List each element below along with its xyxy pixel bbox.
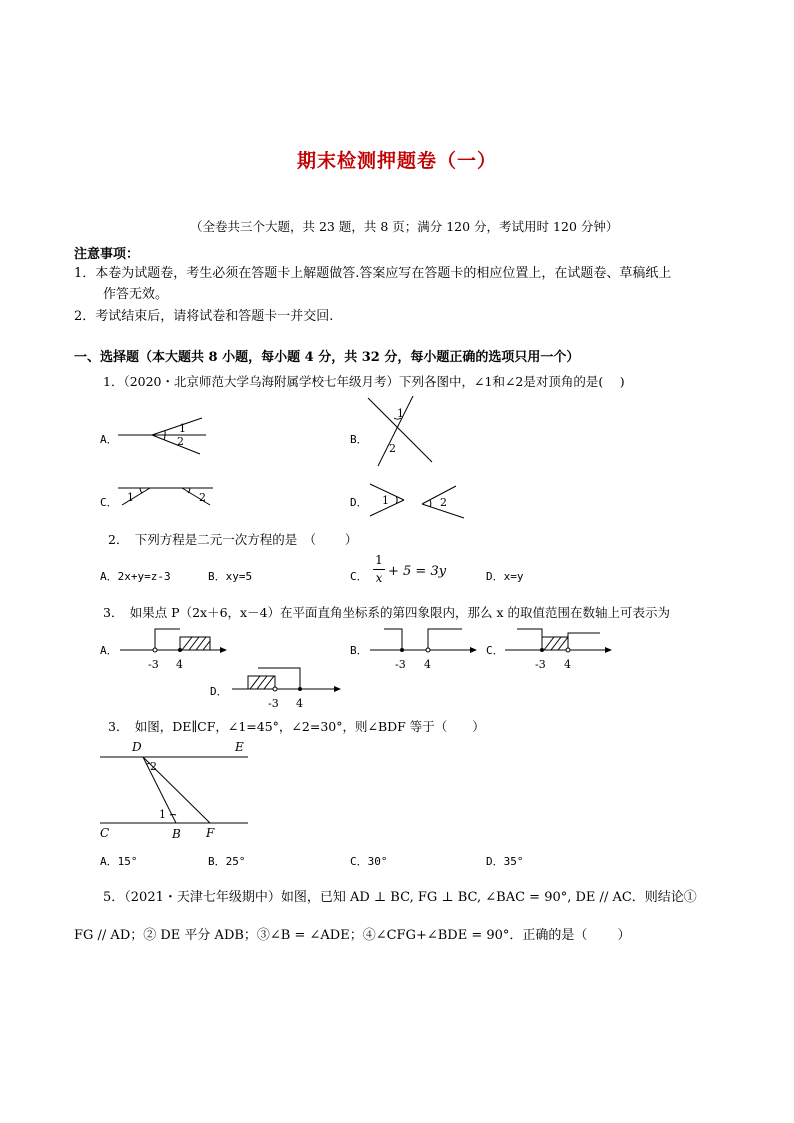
q2-option-c-expr: + 5 = 3y — [388, 564, 447, 579]
q3-option-a: A． — [100, 644, 118, 657]
note-1-cont: 作答无效。 — [103, 287, 169, 302]
q1-figure-a — [118, 415, 218, 465]
question-3-stem: 3． 如果点 P（2x＋6，x－4）在平面直角坐标系的第四象限内，那么 x 的取值范围在数轴上可表示为 — [103, 605, 671, 620]
q1-option-c: C． — [100, 496, 118, 509]
q4-option-b: B．25° — [208, 855, 246, 868]
q4-option-a: A．15° — [100, 855, 138, 868]
q1c-angle-2: 2 — [199, 491, 206, 504]
question-1-stem: 1．（2020・北京师范大学乌海附属学校七年级月考）下列各图中，∠1和∠2是对顶角的是( ) — [103, 374, 625, 389]
q4-option-d: D．35° — [486, 855, 524, 868]
section-heading: 一、选择题（本大题共 8 小题，每小题 4 分，共 32 分，每小题正确的选项只用一个） — [74, 350, 580, 365]
q3-option-d: D． — [210, 685, 228, 698]
q3-numberline-c — [505, 627, 615, 672]
q4-figure — [98, 737, 258, 845]
q1-figure-b — [366, 396, 446, 468]
page-title: 期末检测押题卷（一） — [296, 150, 497, 172]
q3-option-c: C． — [486, 644, 504, 657]
q1-option-a: A． — [100, 433, 118, 446]
notes-heading: 注意事项： — [74, 247, 140, 262]
exam-info: （全卷共三个大题，共 23 题，共 8 页；满分 120 分，考试用时 120 分钟） — [190, 219, 619, 234]
q3b-tick-right: 4 — [424, 658, 431, 671]
q1-figure-d — [368, 480, 468, 525]
q2-option-c-label: C． — [350, 570, 368, 583]
q3-numberline-b — [370, 627, 482, 672]
question-4-stem: 3． 如图，DE∥CF，∠1=45°，∠2=30°，则∠BDF 等于（ ） — [108, 719, 485, 734]
q3a-tick-left: -3 — [148, 658, 159, 671]
q3-numberline-d — [232, 666, 344, 711]
question-2-stem: 2． 下列方程是二元一次方程的是 （ ） — [108, 532, 358, 547]
question-5-line-1: 5．（2021・天津七年级期中）如图，已知 AD ⊥ BC, FG ⊥ BC, ∠BAC = 90°, DE // AC．则结论① — [103, 890, 697, 905]
q2-fraction-denominator: x — [375, 571, 383, 585]
q4-label-c: C — [100, 826, 110, 840]
q2-option-d: D．x=y — [486, 570, 524, 583]
q4-label-f: F — [206, 826, 215, 840]
q1d-angle-2: 2 — [440, 496, 447, 509]
q3d-tick-left: -3 — [268, 697, 279, 710]
q1-option-d: D． — [350, 496, 368, 509]
q1a-angle-2: 2 — [177, 435, 184, 448]
q1c-angle-1: 1 — [127, 491, 134, 504]
q3b-tick-left: -3 — [395, 658, 406, 671]
q1a-angle-1: 1 — [179, 422, 186, 435]
q3-numberline-a — [120, 627, 230, 672]
note-1: 1．本卷为试题卷，考生必须在答题卡上解题做答.答案应写在答题卡的相应位置上，在试题卷、草稿纸上 — [74, 266, 672, 281]
q3a-tick-right: 4 — [176, 658, 183, 671]
q3d-tick-right: 4 — [296, 697, 303, 710]
q4-angle-1: 1 — [159, 808, 166, 821]
q1d-angle-1: 1 — [382, 494, 389, 507]
q2-option-a: A．2x+y=z-3 — [100, 570, 171, 583]
q4-option-c: C．30° — [350, 855, 388, 868]
q4-angle-2: 2 — [150, 760, 157, 773]
q4-label-e: E — [235, 740, 244, 754]
q4-label-d: D — [132, 740, 142, 754]
q1b-angle-1: 1 — [397, 407, 404, 420]
q3-option-b: B． — [350, 644, 368, 657]
q2-fraction-numerator: 1 — [375, 553, 383, 567]
question-5-line-2: FG // AD；② DE 平分 ADB；③∠B = ∠ADE；④∠CFG+∠BDE = 90°．正确的是（ ） — [74, 928, 631, 943]
q4-label-b: B — [172, 827, 181, 841]
q3c-tick-right: 4 — [564, 658, 571, 671]
q2-fraction-bar — [373, 569, 385, 570]
note-2: 2．考试结束后，请将试卷和答题卡一并交回. — [74, 309, 334, 324]
q3c-tick-left: -3 — [535, 658, 546, 671]
q1b-angle-2: 2 — [389, 442, 396, 455]
q1-option-b: B． — [350, 433, 368, 446]
q1-figure-c — [118, 483, 218, 513]
q2-option-b: B．xy=5 — [208, 570, 253, 583]
